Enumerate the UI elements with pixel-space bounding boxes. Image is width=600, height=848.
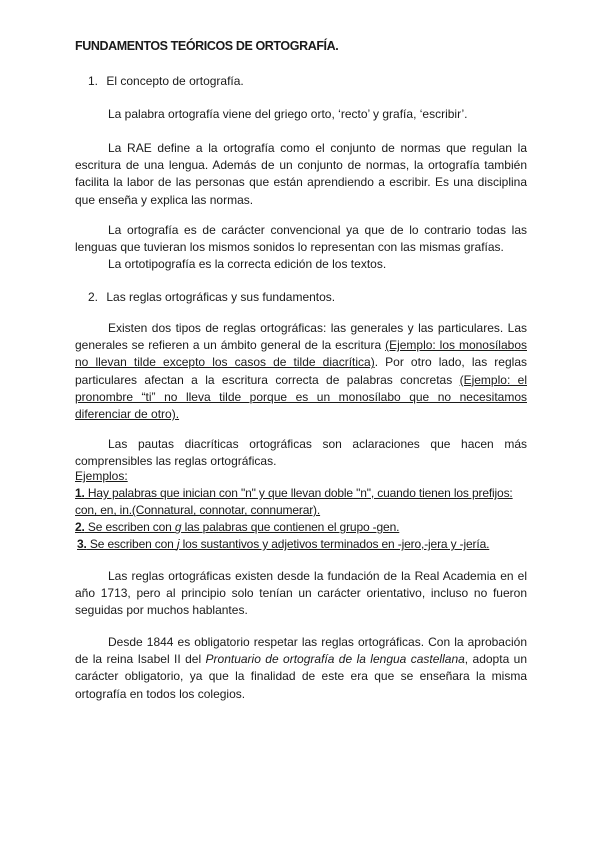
- paragraph-rule-types: Existen dos tipos de reglas ortográficas: las generales y las particulares. Las generales se refieren a un ámbito general de la escritura (Ejemplo: los monosílabos no llevan tilde excepto los casos de tilde diacrítica). Por otro lado, las reglas particulares afectan a la escritura correcta de palabras concretas (Ejemplo: el pronombre “ti” no lleva tilde porque es un monosílabo que no necesitamos diferenciar de otro).: [75, 321, 527, 422]
- paragraph-conventional: La ortografía es de carácter convencional ya que de lo contrario todas las lenguas que tuvieran los mismos sonidos lo representan con las mismas grafías.: [75, 223, 527, 255]
- example-item-1: 1. Hay palabras que inician con "n" y que llevan doble "n", cuando tienen los prefijos: con, en, in.(Connatural, connotar, connumerar).: [75, 486, 513, 518]
- document-title: FUNDAMENTOS TEÓRICOS DE ORTOGRAFÍA.: [75, 39, 339, 53]
- example-pronoun-ti: (Ejemplo: el pronombre “ti” no lleva tilde porque es un monosílabo que no necesitamos diferenciar de otro).: [75, 372, 527, 422]
- paragraph-rae-definition: La RAE define a la ortografía como el conjunto de normas que regulan la escritura de una lengua. Además de un conjunto de normas, la ortografía también facilita la labor de las personas que están aprendiendo a escribir. Es una disciplina que enseña y explica las normas.: [75, 141, 527, 207]
- paragraph-obligatory: Desde 1844 es obligatorio respetar las reglas ortográficas. Con la aprobación de la reina Isabel II del Prontuario de ortografía de la lengua castellana, adopta un carácter obligatorio, ya que la finalidad de este era que se enseñara la misma ortografía en todos los colegios.: [75, 635, 527, 701]
- example-1-number: 1.: [75, 486, 85, 500]
- section-2-number: 2.: [88, 290, 99, 304]
- book-title: Prontuario de ortografía de la lengua castellana: [205, 652, 465, 667]
- paragraph-ortotipografia: La ortotipografía es la correcta edición de los textos.: [108, 257, 387, 271]
- example-item-2: 2. Se escriben con g las palabras que contienen el grupo -gen.: [75, 520, 400, 534]
- example-monosyllables: (Ejemplo: los monosílabos no llevan tilde excepto los casos de tilde diacrítica): [75, 338, 527, 370]
- section-2-title: Las reglas ortográficas y sus fundamentos.: [106, 290, 336, 304]
- example-2-number: 2.: [75, 520, 85, 534]
- examples-label: Ejemplos:: [75, 469, 128, 483]
- paragraph-diacritic-guidelines: Las pautas diacríticas ortográficas son aclaraciones que hacen más comprensibles las reglas ortográficas.: [75, 437, 527, 469]
- section-1-title: El concepto de ortografía.: [106, 74, 244, 88]
- section-2-heading: [88, 289, 528, 306]
- section-1-heading: [88, 73, 528, 90]
- example-3-number: 3.: [77, 537, 87, 551]
- section-1-number: 1.: [88, 74, 99, 88]
- example-item-3: 3. Se escriben con j los sustantivos y adjetivos terminados en -jero,-jera y -jería.: [77, 537, 490, 551]
- paragraph-etymology: La palabra ortografía viene del griego orto, ‘recto’ y grafía, ‘escribir’.: [108, 107, 468, 121]
- paragraph-history: Las reglas ortográficas existen desde la fundación de la Real Academia en el año 1713, pero al principio solo tenían un carácter orientativo, incluso no fueron seguidas por muchos hablantes.: [75, 569, 527, 618]
